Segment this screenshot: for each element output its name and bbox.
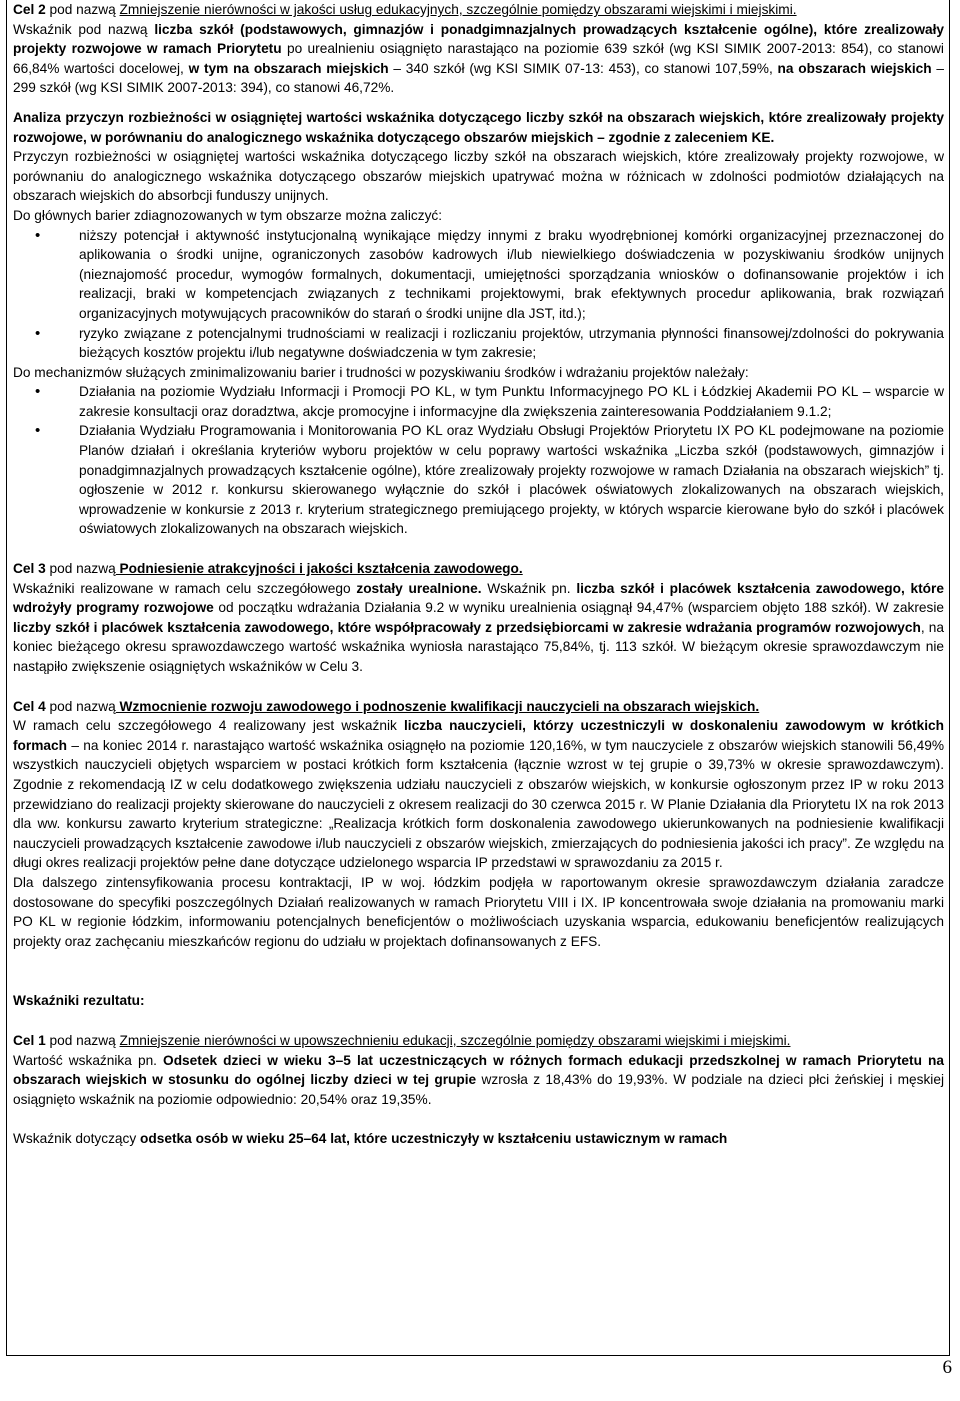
text-run: – 299 szkół (wg KSI SIMIK 2007-2013: 394), co stanowi 46,72%. bbox=[13, 60, 944, 96]
bold-run: liczba szkół (podstawowych, gimnazjów i ponadgimnazjalnych prowadzących kształcenie ogólne), które zrealizowały projekty rozwojowe w ramach Priorytetu bbox=[13, 21, 944, 57]
list-item: • ryzyko związane z potencjalnymi trudnościami w realizacji i rozliczaniu projektów, utrzymania płynności finansowej/zdolności do pokrywania bieżących kosztów projektu i/lub negatywne doświadczenia w tym zakresie; bbox=[13, 324, 944, 363]
cel3-heading bbox=[13, 559, 944, 579]
results-cel1-intro: pod nazwą bbox=[45, 1032, 120, 1048]
mechanisms-list bbox=[13, 382, 944, 539]
spacer bbox=[13, 539, 944, 559]
text-run: – na koniec 2014 r. narastająco wartość wskaźnika osiągnęło na poziomie 120,16%, w tym nauczyciele z obszarów wiejskich stanowili 56,49% wszystkich nauczycieli objętych wsparciem w postaci krótkich form kształcenia (łącznie wzrost w tej grupie o 39,73% w okresie sprawozdawczym). Zgodnie z rekomendacją IZ w celu dodatkowego zwiększenia udziału nauczycieli z obszarów wiejskich, w konkursie ogłoszonym przez IP w roku 2013 przewidziano do realizacji projekty skierowane do nauczycieli z okresem realizacji do 30 czerwca 2015 r. W Planie Działania dla Priorytetu IX na rok 2013 dla ww. konkursu zawarto kryterium strategiczne: „Realizacja krótkich form doskonalenia zawodowego ukierunkowanych na podniesienie kwalifikacji nauczycieli prowadzących kształcenie zawodowe i/lub nauczycieli z obszarów wiejskich, zmierzających do podniesienia jakości ich pracy”. Ze względu na długi okres realizacji projektów pełne dane dotyczące udzielonego wsparcia IP przedstawi w sprawozdaniu za 2015 r. bbox=[13, 737, 944, 871]
page-number: 6 bbox=[942, 1357, 952, 1378]
cel2-paragraph-4: Do mechanizmów służących zminimalizowaniu barier i trudności w pozyskiwaniu środków i wdrażaniu projektów należały: bbox=[13, 364, 749, 380]
spacer bbox=[13, 677, 944, 697]
text-run: Wskaźnik pod nazwą bbox=[13, 21, 155, 37]
bold-run: liczba nauczycieli, którzy uczestniczyli w doskonaleniu zawodowym w krótkich formach bbox=[13, 718, 944, 753]
cel3-prefix: Cel 3 bbox=[13, 561, 46, 577]
results-heading-text: Wskaźniki rezultatu: bbox=[13, 993, 145, 1009]
list-item: • niższy potencjał i aktywność instytucjonalną wynikające między innymi z braku wyodrębnionej komórki organizacyjnej przeznaczonej do aplikowania o środki unijne, ograniczonych zasobów kadrowych i/lub niewielkiego doświadczenia w pozyskiwaniu środków unijnych (nieznajomość procedur, wymogów formalnych, dokumentacji, umiejętności sporządzania wniosków o dofinansowanie projektów i ich realizacji, braki w kompetencjach związanych z technikami projektowymi, brak efektywnych procedur aplikowania, brak rozwiązań organizacyjnych motywujących pracowników do starań o środki unijne dla JST, itd.); bbox=[13, 226, 944, 324]
cel2-name: Zmniejszenie nierówności w jakości usług edukacyjnych, szczególnie pomiędzy obszarami wiejskimi i miejskimi. bbox=[119, 2, 797, 17]
analysis-heading bbox=[13, 108, 944, 147]
cel3-name: Podniesienie atrakcyjności i jakości kształcenia zawodowego. bbox=[115, 561, 523, 577]
cel2-paragraph-3: Do głównych barier zdiagnozowanych w tym obszarze można zaliczyć: bbox=[13, 207, 443, 223]
cel4-prefix: Cel 4 bbox=[13, 698, 46, 714]
cel4-paragraph-1 bbox=[13, 716, 944, 873]
cel4-paragraph-2: Dla dalszego zintensyfikowania procesu kontraktacji, IP w woj. łódzkim podjęła w raportowanym okresie sprawozdawczym działania zaradcze dostosowane do specyfiki poszczególnych Działań realizowanych w ramach Priorytetu VIII i IX. IP koncentrowała swoje działania na promowaniu marki PO KL w regionie łódzkim, informowaniu potencjalnych beneficjentów o możliwościach uzyskania wsparcia, edukowaniu beneficjentów realizujących projekty oraz zachęcaniu mieszkańców regionu do udziału w projektach dofinansowanych z EFS. bbox=[13, 874, 944, 949]
page-content-frame bbox=[6, 0, 950, 1356]
bold-run: liczby szkół i placówek kształcenia zawodowego, które współpracowały z przedsiębiorcami w zakresie wdrażania programów rozwojowych bbox=[13, 619, 921, 635]
cel2-prefix: Cel 2 bbox=[13, 2, 46, 17]
results-cel1-paragraph bbox=[13, 1051, 944, 1110]
spacer bbox=[13, 951, 944, 991]
text-run: wzrosła z 18,43% do 19,93%. W podziale na dzieci płci żeńskiej i męskiej osiągnięto wskaźnik na poziomie odpowiednio: 20,54% oraz 19,35%. bbox=[13, 1072, 944, 1107]
barriers-list bbox=[13, 226, 944, 363]
text-run: – 340 szkół (wg KSI SIMIK 07-13: 453), co stanowi 107,59%, bbox=[388, 60, 778, 76]
cel3-paragraph bbox=[13, 579, 944, 677]
spacer bbox=[13, 98, 944, 108]
cel2-paragraph-2: Przyczyn rozbieżności w osiągniętej wartości wskaźnika dotyczącego liczby szkół na obszarach wiejskich, które zrealizowały projekty rozwojowe, w porównaniu do analogicznego wskaźnika dotyczącego obszarów miejskich upatrywać można w różnicach w zdolności podmiotów działających na obszarach wiejskich do absorbcji funduszy unijnych. bbox=[13, 149, 944, 204]
text-run: Wartość wskaźnika pn. bbox=[13, 1052, 164, 1068]
text-run: Wskaźniki realizowane w ramach celu szczegółowego bbox=[13, 580, 357, 596]
results-last-paragraph bbox=[13, 1129, 944, 1149]
list-item: • Działania na poziomie Wydziału Informacji i Promocji PO KL, w tym Punktu Informacyjnego PO KL i Łódzkiej Akademii PO KL – wsparcie w zakresie konsultacji oraz doradztwa, akcje promocyjne i informacyjne dla zwiększenia zainteresowania Poddziałaniem 9.1.2; bbox=[13, 382, 944, 421]
bold-run: odsetka osób w wieku 25–64 lat, które uczestniczyły w kształceniu ustawicznym w ramach bbox=[140, 1131, 728, 1147]
spacer bbox=[13, 1109, 944, 1129]
bold-run: zostały urealnione. bbox=[356, 580, 482, 596]
spacer bbox=[13, 1011, 944, 1031]
text-run: od początku wdrażania Działania 9.2 w wyniku urealnienia osiągnął 94,47% (wsparciem objęto 188 szkół). W zakresie bbox=[213, 600, 945, 616]
results-cel1-name: Zmniejszenie nierówności w upowszechnieniu edukacji, szczególnie pomiędzy obszarami wiejskimi i miejskimi. bbox=[119, 1032, 791, 1048]
results-cel1-prefix: Cel 1 bbox=[13, 1032, 46, 1048]
cel4-name: Wzmocnienie rozwoju zawodowego i podnoszenie kwalifikacji nauczycieli na obszarach wiejskich. bbox=[115, 698, 760, 714]
bold-run: Odsetek dzieci w wieku 3–5 lat uczestniczących w różnych formach edukacji przedszkolnej w ramach Priorytetu na obszarach wiejskich w stosunku do ogólnej liczby dzieci w tej grupie bbox=[13, 1052, 944, 1088]
text-run: Wskaźnik dotyczący bbox=[13, 1131, 141, 1147]
cel2-paragraph-1 bbox=[13, 20, 944, 98]
cel4-heading bbox=[13, 697, 944, 717]
text-run: po urealnieniu osiągnięto narastająco na poziomie 639 szkół (wg KSI SIMIK 2007-2013: 854), co stanowi 66,84% wartości docelowej, bbox=[13, 41, 944, 76]
bold-run: w tym na obszarach miejskich bbox=[188, 60, 389, 76]
results-heading bbox=[13, 991, 944, 1011]
cel2-heading bbox=[13, 0, 944, 20]
bold-run: liczba szkół i placówek kształcenia zawodowego, które wdrożyły programy rozwojowe bbox=[13, 580, 944, 616]
text-run: W ramach celu szczegółowego 4 realizowany jest wskaźnik bbox=[13, 718, 404, 734]
cel2-intro: pod nazwą bbox=[45, 2, 120, 17]
cel3-intro: pod nazwą bbox=[45, 561, 116, 577]
analysis-heading-text: Analiza przyczyn rozbieżności w osiągniętej wartości wskaźnika dotyczącego liczby szkół na obszarach wiejskich, które zrealizowały projekty rozwojowe, w porównaniu do analogicznego wskaźnika dotyczącego obszarów miejskich – zgodnie z zaleceniem KE. bbox=[13, 109, 944, 145]
list-item: • Działania Wydziału Programowania i Monitorowania PO KL oraz Wydziału Obsługi Projektów Priorytetu IX PO KL podejmowane na poziomie Planów działań i określania kryteriów wyboru projektów w celu poprawy wartości wskaźnika „Liczba szkół (podstawowych, gimnazjów i ponadgimnazjalnych prowadzących kształcenie ogólne), które zrealizowały projekty rozwojowe w ramach Działania na obszarach wiejskich” tj. ogłoszenie w 2012 r. konkursu skierowanego wyłącznie do szkół i placówek oświatowych zlokalizowanych na obszarach wiejskich, wprowadzenie w konkursie z 2013 r. kryterium strategicznego premiującego projekty, w których wsparcie kierowane było do szkół i placówek oświatowych zlokalizowanych na obszarach wiejskich. bbox=[13, 421, 944, 539]
cel4-intro: pod nazwą bbox=[45, 698, 116, 714]
bold-run: na obszarach wiejskich bbox=[777, 60, 932, 76]
results-cel1-heading bbox=[13, 1031, 944, 1051]
text-run: , na koniec bieżącego okresu sprawozdawczego wartość wskaźnika wyniosła narastająco 75,84%, tj. 113 szkół. W bieżącym okresie sprawozdawczym nie nastąpiło zwiększenie osiągniętych wskaźników w Celu 3. bbox=[13, 619, 944, 674]
text-run: Wskaźnik pn. bbox=[481, 580, 577, 596]
